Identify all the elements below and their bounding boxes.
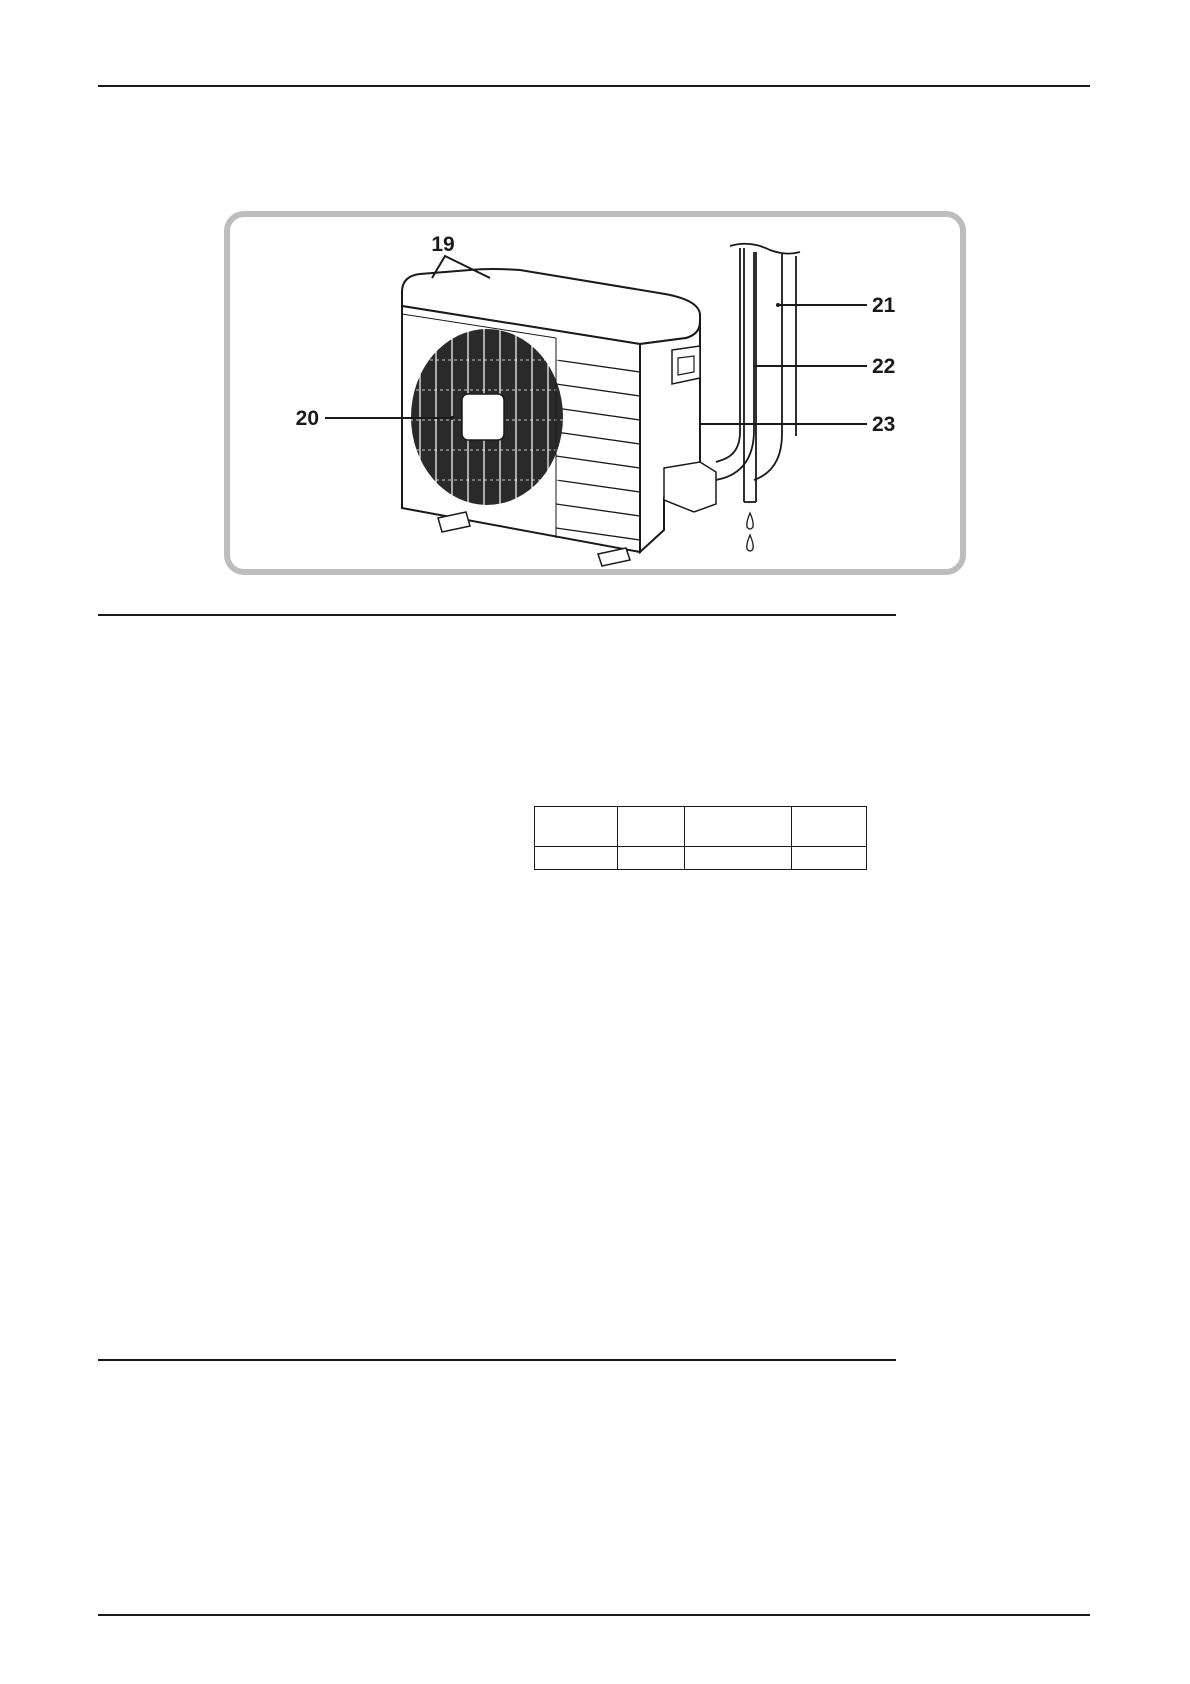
section-rule [98, 614, 896, 616]
callout-19: 19 [431, 233, 455, 256]
table-header-cell [792, 807, 867, 847]
callout-23: 23 [872, 413, 896, 436]
valve-cover [664, 462, 716, 512]
water-drop-icon [747, 513, 753, 529]
table-cell [685, 847, 792, 870]
outdoor-unit-illustration [0, 0, 1190, 600]
side-handle [672, 346, 700, 384]
table-cell [618, 847, 685, 870]
water-drop-icon [747, 535, 753, 551]
table-cell [535, 847, 618, 870]
table-header-row [535, 807, 867, 847]
table-row [535, 847, 867, 870]
callout-21: 21 [872, 294, 896, 317]
callout-22: 22 [872, 355, 896, 378]
unit-foot-right [598, 548, 630, 566]
table-header-cell [685, 807, 792, 847]
table-cell [792, 847, 867, 870]
callout-20: 20 [295, 407, 319, 430]
section-rule [98, 1359, 896, 1361]
spec-table [534, 806, 867, 870]
table-header-cell [618, 807, 685, 847]
fan-hub-cover [462, 394, 504, 440]
table-header-cell [535, 807, 618, 847]
refrigerant-pipes [716, 244, 800, 480]
footer-rule [98, 1614, 1090, 1616]
